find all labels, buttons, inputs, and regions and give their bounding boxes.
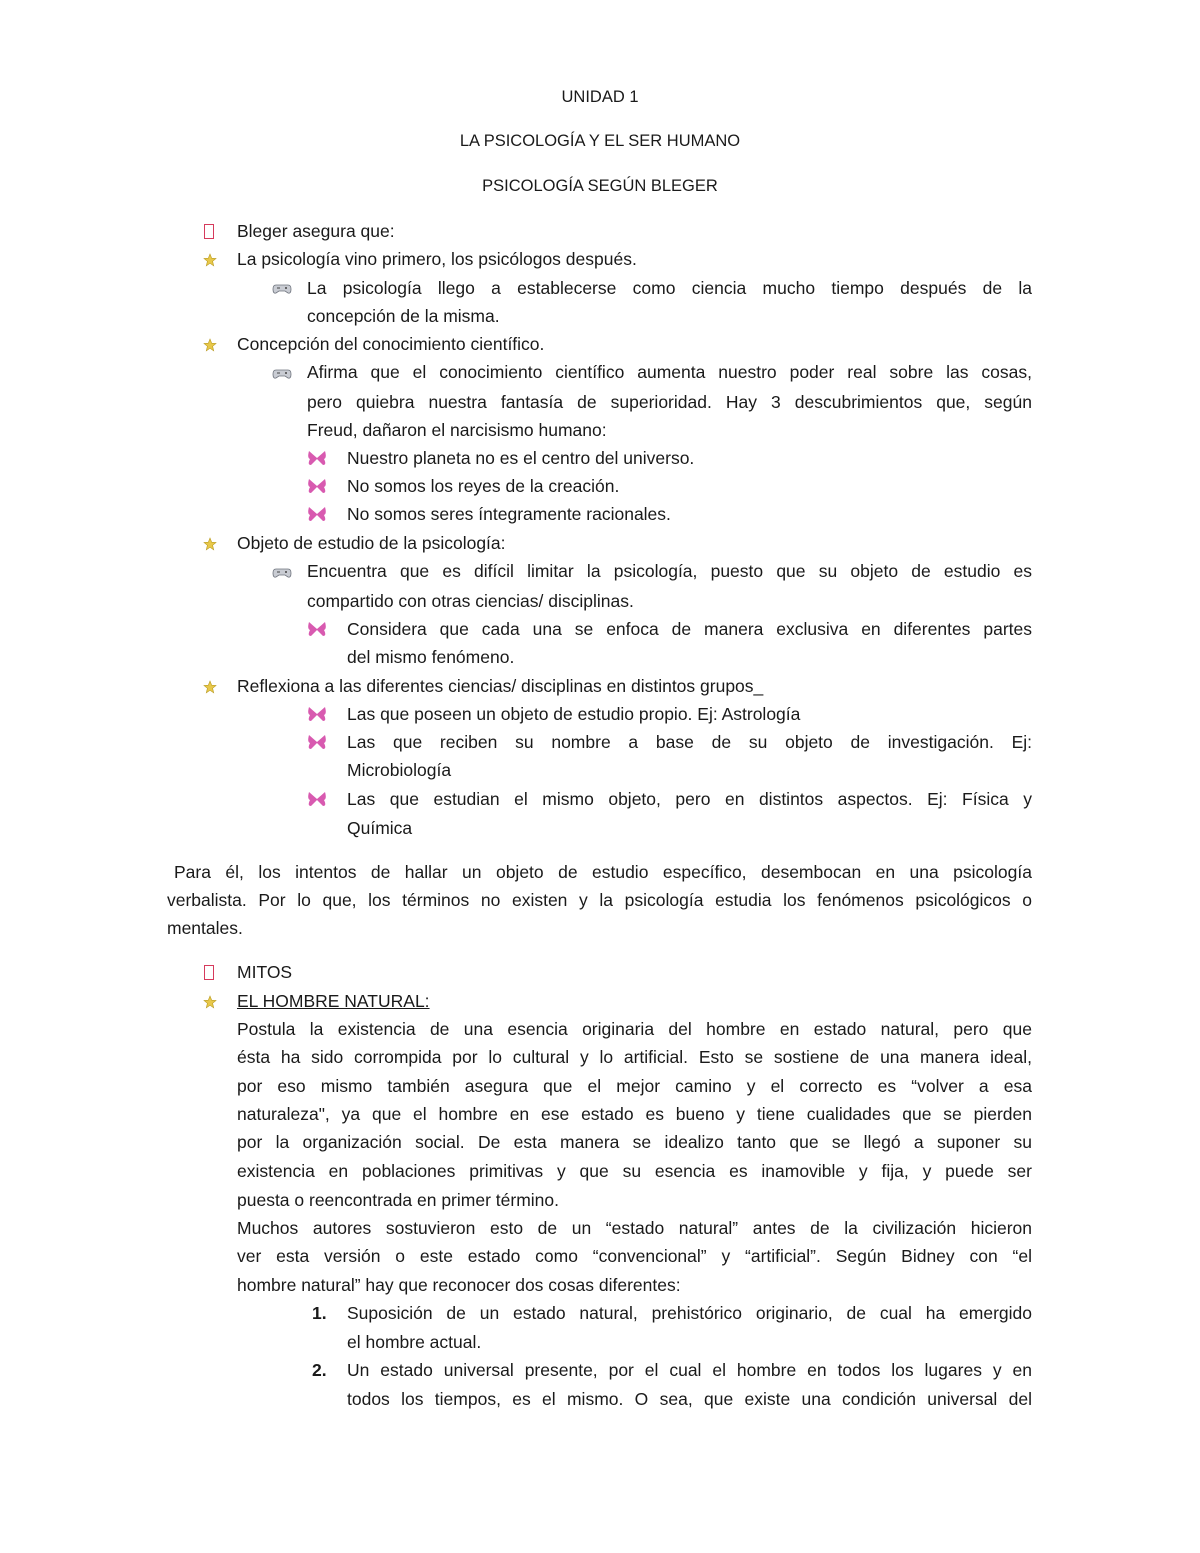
body-line: por eso mismo también asegura que el mejor camino y el correcto es “volver a esa [237, 1076, 1032, 1096]
butterfly-bullet-icon [307, 449, 327, 467]
star-bullet-icon [203, 680, 217, 694]
list-item: No somos seres íntegramente racionales. [347, 504, 671, 524]
sub-point-text: compartido con otras ciencias/ disciplinas. [307, 591, 634, 611]
list-item: Química [347, 818, 413, 838]
body-line: Postula la existencia de una esencia originaria del hombre en estado natural, pero que [237, 1019, 1032, 1039]
list-number: 2. [312, 1360, 327, 1380]
section-heading: MITOS [237, 962, 293, 982]
square-bullet-icon [204, 965, 214, 980]
numbered-item: el hombre actual. [347, 1332, 482, 1352]
sub-heading: EL HOMBRE NATURAL: [237, 991, 430, 1011]
butterfly-bullet-icon [307, 790, 327, 808]
butterfly-bullet-icon [307, 505, 327, 523]
numbered-item: Un estado universal presente, por el cual el hombre en todos los lugares y en [347, 1360, 1032, 1380]
paragraph-line: mentales. [167, 918, 243, 938]
body-line: ver esta versión o este estado como “convencional” y “artificial”. Según Bidney con “el [237, 1246, 1032, 1266]
sub-point-text: Freud, dañaron el narcisismo humano: [307, 420, 607, 440]
unit-heading: UNIDAD 1 [561, 88, 639, 106]
point-text: La psicología vino primero, los psicólogos después. [237, 249, 637, 269]
butterfly-bullet-icon [307, 620, 327, 638]
list-item: Las que poseen un objeto de estudio propio. Ej: Astrología [347, 704, 801, 724]
body-line: existencia en poblaciones primitivas y que su esencia es inamovible y fija, y puede ser [237, 1161, 1032, 1181]
paragraph-line: Para él, los intentos de hallar un objeto de estudio específico, desembocan en una psicología [174, 862, 1032, 882]
list-item: Las que estudian el mismo objeto, pero en distintos aspectos. Ej: Física y [347, 789, 1032, 809]
numbered-item: todos los tiempos, es el mismo. O sea, que existe una condición universal del [347, 1389, 1032, 1409]
body-line: Muchos autores sostuvieron esto de un “estado natural” antes de la civilización hicieron [237, 1218, 1032, 1238]
point-text: Objeto de estudio de la psicología: [237, 533, 506, 553]
point-text: Reflexiona a las diferentes ciencias/ disciplinas en distintos grupos_ [237, 676, 764, 696]
paragraph-line: verbalista. Por lo que, los términos no existen y la psicología estudia los fenómenos psicológicos o [167, 890, 1032, 910]
butterfly-bullet-icon [307, 705, 327, 723]
list-item: Nuestro planeta no es el centro del universo. [347, 448, 695, 468]
list-item: No somos los reyes de la creación. [347, 476, 620, 496]
sub-point-text: Afirma que el conocimiento científico aumenta nuestro poder real sobre las cosas, [307, 362, 1032, 382]
list-item: Microbiología [347, 760, 452, 780]
star-bullet-icon [203, 338, 217, 352]
body-line: ésta ha sido corrompida por lo cultural y lo artificial. Esto se sostiene de una manera ideal, [237, 1047, 1032, 1067]
sub-point-text: pero quiebra nuestra fantasía de superioridad. Hay 3 descubrimientos que, según [307, 392, 1032, 412]
list-item: Las que reciben su nombre a base de su objeto de investigación. Ej: [347, 732, 1032, 752]
body-line: hombre natural” hay que reconocer dos cosas diferentes: [237, 1275, 681, 1295]
sub-heading-underline [217, 990, 437, 1012]
list-number: 1. [312, 1303, 327, 1323]
document-title: LA PSICOLOGÍA Y EL SER HUMANO [459, 132, 741, 150]
butterfly-bullet-icon [307, 733, 327, 751]
section-heading: Bleger asegura que: [237, 221, 395, 241]
butterfly-bullet-icon [307, 477, 327, 495]
gamepad-bullet-icon [272, 368, 292, 380]
star-bullet-icon [203, 253, 217, 267]
body-line: naturaleza", ya que el hombre en ese estado es bueno y tiene cualidades que se pierden [237, 1104, 1032, 1124]
document-subtitle: PSICOLOGÍA SEGÚN BLEGER [482, 177, 718, 195]
list-item: del mismo fenómeno. [347, 647, 515, 667]
star-bullet-icon [203, 537, 217, 551]
point-text: Concepción del conocimiento científico. [237, 334, 545, 354]
star-bullet-icon [203, 995, 217, 1009]
numbered-item: Suposición de un estado natural, prehistórico originario, de cual ha emergido [347, 1303, 1032, 1323]
gamepad-bullet-icon [272, 283, 292, 295]
body-line: por la organización social. De esta manera se idealizo tanto que se llegó a suponer su [237, 1132, 1032, 1152]
body-line: puesta o reencontrada en primer término. [237, 1190, 559, 1210]
square-bullet-icon [204, 224, 214, 239]
gamepad-bullet-icon [272, 567, 292, 579]
sub-point-text: Encuentra que es difícil limitar la psicología, puesto que su objeto de estudio es [307, 561, 1032, 581]
list-item: Considera que cada una se enfoca de manera exclusiva en diferentes partes [347, 619, 1032, 639]
sub-point-text: La psicología llego a establecerse como ciencia mucho tiempo después de la [307, 278, 1032, 298]
sub-point-text: concepción de la misma. [307, 306, 500, 326]
